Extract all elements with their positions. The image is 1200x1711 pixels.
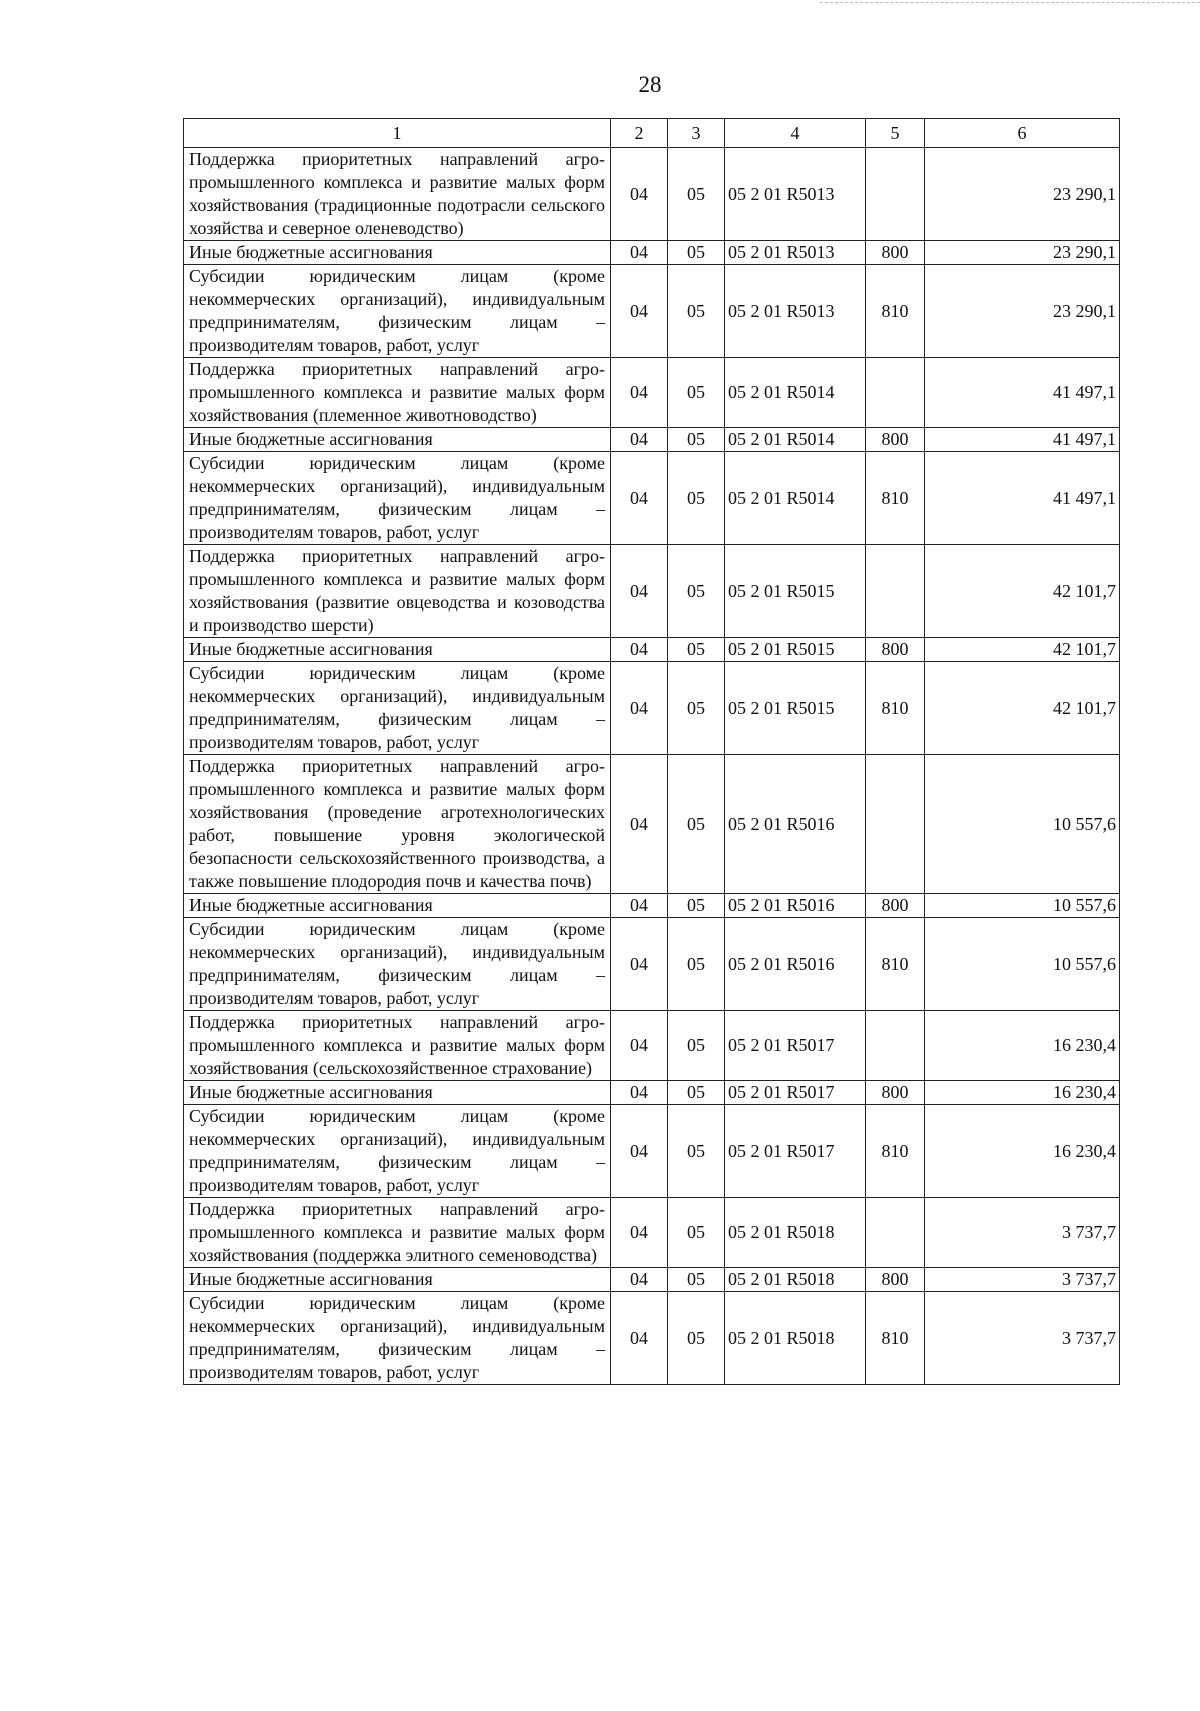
row-section-code: 04 <box>611 1011 668 1081</box>
table-row <box>184 1105 1120 1198</box>
row-section-code: 04 <box>611 755 668 894</box>
column-header-3: 3 <box>668 119 725 148</box>
row-description: Субсидии юридическим лицам (кроме некоммерческих организаций), индивидуальным предпринимателям, физическим лицам – производителям товаров, работ, услуг <box>184 662 611 755</box>
row-expense-type <box>866 755 925 894</box>
row-description: Иные бюджетные ассигнования <box>184 638 611 662</box>
table-row <box>184 545 1120 638</box>
row-section-code: 04 <box>611 1268 668 1292</box>
row-expense-type: 800 <box>866 241 925 265</box>
row-description: Поддержка приоритетных направлений агро-промышленного комплекса и развитие малых форм хозяйствования (сельскохозяйственное страхование) <box>184 1011 611 1081</box>
row-section-code: 04 <box>611 545 668 638</box>
table-row <box>184 918 1120 1011</box>
row-target-article: 05 2 01 R5015 <box>725 545 866 638</box>
row-target-article: 05 2 01 R5014 <box>725 428 866 452</box>
scan-edge-line <box>820 2 1200 3</box>
row-target-article: 05 2 01 R5015 <box>725 662 866 755</box>
row-description: Поддержка приоритетных направлений агро-промышленного комплекса и развитие малых форм хозяйствования (племенное животноводство) <box>184 358 611 428</box>
row-target-article: 05 2 01 R5018 <box>725 1292 866 1385</box>
row-amount: 10 557,6 <box>925 918 1120 1011</box>
row-subsection-code: 05 <box>668 452 725 545</box>
row-amount: 3 737,7 <box>925 1198 1120 1268</box>
row-expense-type: 810 <box>866 918 925 1011</box>
row-subsection-code: 05 <box>668 148 725 241</box>
row-section-code: 04 <box>611 918 668 1011</box>
row-subsection-code: 05 <box>668 241 725 265</box>
row-subsection-code: 05 <box>668 1011 725 1081</box>
row-subsection-code: 05 <box>668 1268 725 1292</box>
row-target-article: 05 2 01 R5017 <box>725 1081 866 1105</box>
row-description: Субсидии юридическим лицам (кроме некоммерческих организаций), индивидуальным предпринимателям, физическим лицам – производителям товаров, работ, услуг <box>184 1292 611 1385</box>
row-target-article: 05 2 01 R5018 <box>725 1198 866 1268</box>
row-description: Поддержка приоритетных направлений агро-промышленного комплекса и развитие малых форм хозяйствования (проведение агротехнологических работ, повышение уровня экологической безопасности сельскохозяйственного производства, а также повышение плодородия почв и качества почв) <box>184 755 611 894</box>
row-subsection-code: 05 <box>668 545 725 638</box>
row-target-article: 05 2 01 R5016 <box>725 755 866 894</box>
row-expense-type <box>866 148 925 241</box>
row-section-code: 04 <box>611 662 668 755</box>
row-amount: 42 101,7 <box>925 662 1120 755</box>
row-description: Поддержка приоритетных направлений агро-промышленного комплекса и развитие малых форм хозяйствования (развитие овцеводства и козоводства и производство шерсти) <box>184 545 611 638</box>
row-section-code: 04 <box>611 1198 668 1268</box>
row-expense-type: 810 <box>866 662 925 755</box>
row-amount: 3 737,7 <box>925 1292 1120 1385</box>
row-amount: 3 737,7 <box>925 1268 1120 1292</box>
row-target-article: 05 2 01 R5016 <box>725 918 866 1011</box>
row-target-article: 05 2 01 R5013 <box>725 148 866 241</box>
row-amount: 16 230,4 <box>925 1081 1120 1105</box>
row-section-code: 04 <box>611 241 668 265</box>
row-subsection-code: 05 <box>668 428 725 452</box>
row-subsection-code: 05 <box>668 918 725 1011</box>
row-section-code: 04 <box>611 638 668 662</box>
row-target-article: 05 2 01 R5015 <box>725 638 866 662</box>
row-description: Субсидии юридическим лицам (кроме некоммерческих организаций), индивидуальным предпринимателям, физическим лицам – производителям товаров, работ, услуг <box>184 1105 611 1198</box>
row-amount: 42 101,7 <box>925 638 1120 662</box>
row-amount: 42 101,7 <box>925 545 1120 638</box>
table-row <box>184 1081 1120 1105</box>
row-description: Субсидии юридическим лицам (кроме некоммерческих организаций), индивидуальным предпринимателям, физическим лицам – производителям товаров, работ, услуг <box>184 452 611 545</box>
row-expense-type: 810 <box>866 1292 925 1385</box>
row-subsection-code: 05 <box>668 894 725 918</box>
table-row <box>184 638 1120 662</box>
row-target-article: 05 2 01 R5016 <box>725 894 866 918</box>
row-target-article: 05 2 01 R5017 <box>725 1105 866 1198</box>
row-description: Субсидии юридическим лицам (кроме некоммерческих организаций), индивидуальным предпринимателям, физическим лицам – производителям товаров, работ, услуг <box>184 918 611 1011</box>
row-amount: 23 290,1 <box>925 265 1120 358</box>
row-target-article: 05 2 01 R5017 <box>725 1011 866 1081</box>
row-expense-type: 800 <box>866 638 925 662</box>
row-description: Субсидии юридическим лицам (кроме некоммерческих организаций), индивидуальным предпринимателям, физическим лицам – производителям товаров, работ, услуг <box>184 265 611 358</box>
row-target-article: 05 2 01 R5013 <box>725 265 866 358</box>
row-subsection-code: 05 <box>668 1105 725 1198</box>
page-number: 28 <box>638 72 662 97</box>
column-header-2: 2 <box>611 119 668 148</box>
row-section-code: 04 <box>611 265 668 358</box>
row-section-code: 04 <box>611 452 668 545</box>
row-amount: 16 230,4 <box>925 1105 1120 1198</box>
table-row <box>184 358 1120 428</box>
row-amount: 10 557,6 <box>925 755 1120 894</box>
row-subsection-code: 05 <box>668 638 725 662</box>
table-row <box>184 148 1120 241</box>
row-amount: 10 557,6 <box>925 894 1120 918</box>
table-row <box>184 1268 1120 1292</box>
row-subsection-code: 05 <box>668 265 725 358</box>
row-section-code: 04 <box>611 358 668 428</box>
row-section-code: 04 <box>611 428 668 452</box>
table-row <box>184 894 1120 918</box>
table-row <box>184 452 1120 545</box>
row-target-article: 05 2 01 R5018 <box>725 1268 866 1292</box>
row-amount: 23 290,1 <box>925 148 1120 241</box>
table-row <box>184 1198 1120 1268</box>
row-amount: 41 497,1 <box>925 358 1120 428</box>
row-expense-type: 800 <box>866 428 925 452</box>
row-expense-type: 810 <box>866 452 925 545</box>
column-header-5: 5 <box>866 119 925 148</box>
row-target-article: 05 2 01 R5014 <box>725 452 866 545</box>
row-subsection-code: 05 <box>668 358 725 428</box>
row-subsection-code: 05 <box>668 1292 725 1385</box>
row-description: Иные бюджетные ассигнования <box>184 241 611 265</box>
row-subsection-code: 05 <box>668 755 725 894</box>
table-row <box>184 428 1120 452</box>
column-header-6: 6 <box>925 119 1120 148</box>
row-description: Иные бюджетные ассигнования <box>184 428 611 452</box>
row-section-code: 04 <box>611 1292 668 1385</box>
row-target-article: 05 2 01 R5013 <box>725 241 866 265</box>
table-header-row <box>184 119 1120 148</box>
column-header-4: 4 <box>725 119 866 148</box>
row-expense-type <box>866 1198 925 1268</box>
row-description: Иные бюджетные ассигнования <box>184 894 611 918</box>
row-amount: 41 497,1 <box>925 428 1120 452</box>
row-expense-type: 800 <box>866 1268 925 1292</box>
row-section-code: 04 <box>611 1081 668 1105</box>
row-expense-type <box>866 545 925 638</box>
table-row <box>184 265 1120 358</box>
row-expense-type: 800 <box>866 1081 925 1105</box>
table-row <box>184 1011 1120 1081</box>
row-expense-type: 810 <box>866 1105 925 1198</box>
row-amount: 16 230,4 <box>925 1011 1120 1081</box>
row-description: Поддержка приоритетных направлений агро-промышленного комплекса и развитие малых форм хозяйствования (поддержка элитного семеноводства) <box>184 1198 611 1268</box>
row-description: Иные бюджетные ассигнования <box>184 1081 611 1105</box>
row-amount: 23 290,1 <box>925 241 1120 265</box>
row-description: Поддержка приоритетных направлений агро-промышленного комплекса и развитие малых форм хозяйствования (традиционные подотрасли сельского хозяйства и северное оленеводство) <box>184 148 611 241</box>
row-expense-type <box>866 358 925 428</box>
table-row <box>184 662 1120 755</box>
budget-table <box>183 118 1120 1385</box>
column-header-1: 1 <box>184 119 611 148</box>
table-row <box>184 241 1120 265</box>
row-target-article: 05 2 01 R5014 <box>725 358 866 428</box>
row-section-code: 04 <box>611 1105 668 1198</box>
table-row <box>184 1292 1120 1385</box>
row-description: Иные бюджетные ассигнования <box>184 1268 611 1292</box>
row-section-code: 04 <box>611 894 668 918</box>
row-subsection-code: 05 <box>668 1198 725 1268</box>
row-section-code: 04 <box>611 148 668 241</box>
row-subsection-code: 05 <box>668 1081 725 1105</box>
row-subsection-code: 05 <box>668 662 725 755</box>
row-amount: 41 497,1 <box>925 452 1120 545</box>
row-expense-type <box>866 1011 925 1081</box>
row-expense-type: 810 <box>866 265 925 358</box>
table-row <box>184 755 1120 894</box>
row-expense-type: 800 <box>866 894 925 918</box>
